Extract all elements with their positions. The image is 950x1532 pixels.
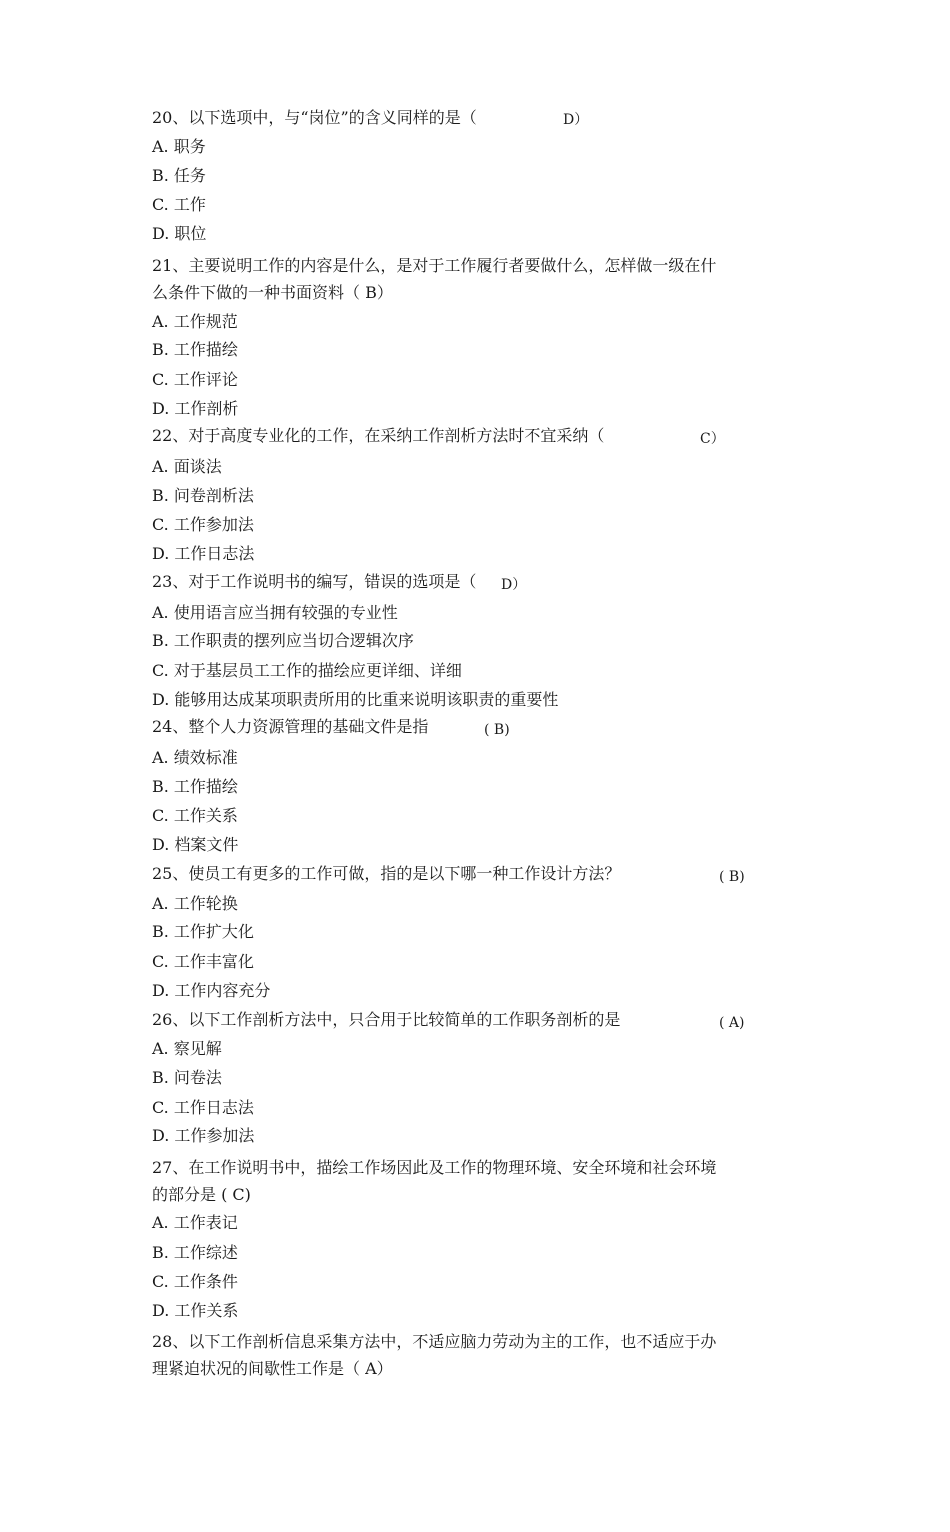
option: B. 工作描绘 — [152, 340, 238, 359]
option: D. 职位 — [152, 224, 207, 243]
option: C. 工作参加法 — [152, 515, 254, 534]
option: A. 职务 — [152, 137, 206, 156]
option: A. 绩效标准 — [152, 748, 238, 767]
option: B. 工作职责的摆列应当切合逻辑次序 — [152, 631, 414, 650]
option: C. 工作评论 — [152, 370, 238, 389]
option: D. 工作参加法 — [152, 1126, 255, 1145]
question-23-answer: D） — [501, 577, 527, 593]
question-28-stem-cont: 理紧迫状况的间歇性工作是（ A） — [152, 1359, 393, 1378]
option: C. 工作日志法 — [152, 1098, 254, 1117]
option: B. 工作扩大化 — [152, 922, 254, 941]
question-26-answer: ( A) — [719, 1015, 745, 1031]
option: D. 工作日志法 — [152, 544, 255, 563]
option: B. 问卷法 — [152, 1068, 222, 1087]
question-22-answer: C） — [700, 431, 725, 447]
option: A. 工作表记 — [152, 1213, 238, 1232]
option: D. 能够用达成某项职责所用的比重来说明该职责的重要性 — [152, 690, 559, 709]
option: A. 使用语言应当拥有较强的专业性 — [152, 603, 398, 622]
question-21-stem-cont: 么条件下做的一种书面资料（ B） — [152, 283, 393, 302]
question-25-answer: ( B) — [719, 869, 745, 885]
option: C. 工作丰富化 — [152, 952, 254, 971]
option: D. 工作关系 — [152, 1301, 239, 1320]
option: A. 面谈法 — [152, 457, 222, 476]
question-27-stem: 27、在工作说明书中，描绘工作场因此及工作的物理环境、安全环境和社会环境 — [152, 1158, 717, 1177]
option: A. 察见解 — [152, 1039, 222, 1058]
question-25-stem: 25、使员工有更多的工作可做，指的是以下哪一种工作设计方法？ — [152, 864, 621, 883]
option: C. 工作关系 — [152, 806, 238, 825]
question-24-stem: 24、整个人力资源管理的基础文件是指 — [152, 717, 429, 736]
option: B. 工作综述 — [152, 1243, 238, 1262]
option: D. 工作内容充分 — [152, 981, 271, 1000]
option: C. 对于基层员工工作的描绘应更详细、详细 — [152, 661, 462, 680]
option: C. 工作 — [152, 195, 206, 214]
question-26-stem: 26、以下工作剖析方法中，只合用于比较简单的工作职务剖析的是 — [152, 1010, 621, 1029]
option: C. 工作条件 — [152, 1272, 238, 1291]
question-21-stem: 21、主要说明工作的内容是什么，是对于工作履行者要做什么，怎样做一级在什 — [152, 256, 717, 275]
question-28-stem: 28、以下工作剖析信息采集方法中，不适应脑力劳动为主的工作，也不适应于办 — [152, 1332, 717, 1351]
option: A. 工作轮换 — [152, 894, 238, 913]
option: A. 工作规范 — [152, 312, 238, 331]
option: B. 问卷剖析法 — [152, 486, 254, 505]
question-20-stem: 20、以下选项中，与“岗位”的含义同样的是（ — [152, 108, 477, 127]
question-20-answer: D） — [563, 112, 589, 128]
question-27-stem-cont: 的部分是 ( C) — [152, 1185, 251, 1204]
question-23-stem: 23、对于工作说明书的编写，错误的选项是（ — [152, 572, 477, 591]
option: B. 工作描绘 — [152, 777, 238, 796]
option: D. 工作剖析 — [152, 399, 239, 418]
question-22-stem: 22、对于高度专业化的工作，在采纳工作剖析方法时不宜采纳（ — [152, 426, 605, 445]
option: B. 任务 — [152, 166, 206, 185]
option: D. 档案文件 — [152, 835, 239, 854]
question-24-answer: ( B) — [484, 722, 510, 738]
